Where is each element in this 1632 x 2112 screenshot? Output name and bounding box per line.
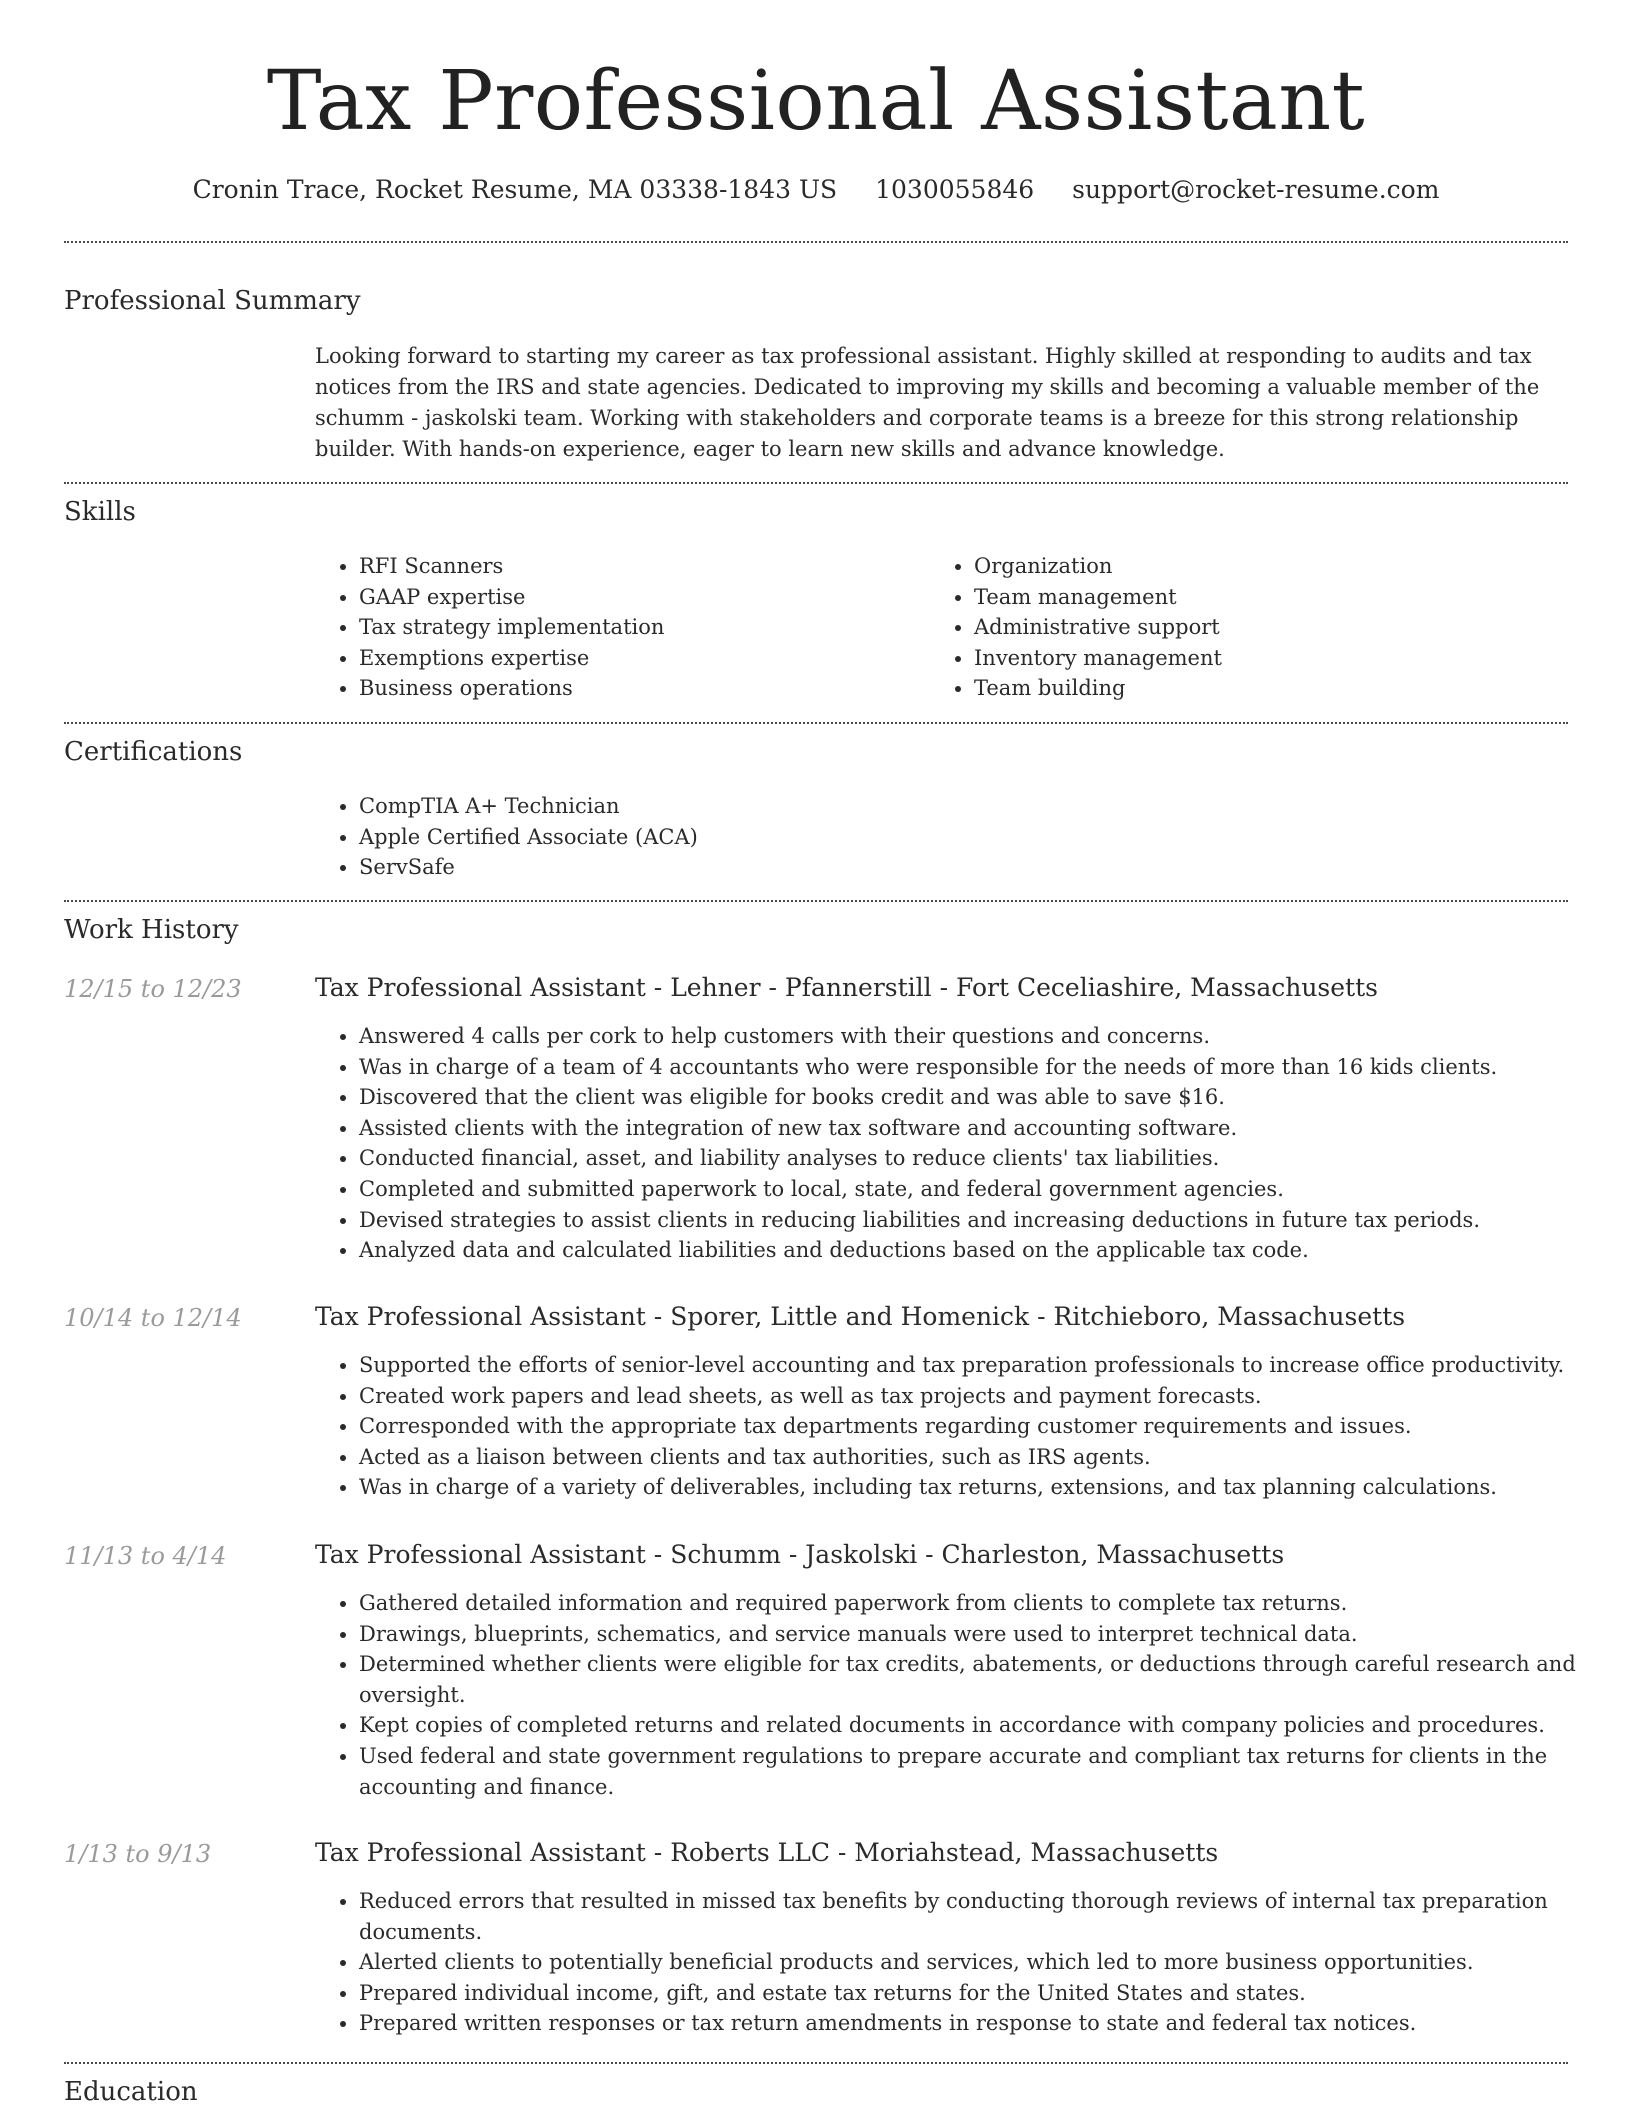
job-title: Tax Professional Assistant - Roberts LLC - Moriahstead, Massachusetts <box>315 1838 1219 1867</box>
certifications-list <box>315 791 1559 883</box>
list-item: • Acted as a liaison between clients and tax authorities, such as IRS agents. <box>359 1442 1609 1473</box>
list-item: • Drawings, blueprints, schematics, and service manuals were used to interpret technical data. <box>359 1619 1609 1650</box>
list-item: • Alerted clients to potentially beneficial products and services, which led to more business opportunities. <box>359 1947 1609 1978</box>
list-item: • Prepared individual income, gift, and estate tax returns for the United States and states. <box>359 1978 1609 2009</box>
list-item: • Business operations <box>359 673 919 704</box>
list-item: • Supported the efforts of senior-level accounting and tax preparation professionals to increase office productivity. <box>359 1350 1609 1381</box>
list-item: • Determined whether clients were eligible for tax credits, abatements, or deductions through careful research and oversight. <box>359 1649 1609 1710</box>
section-title-work-history: Work History <box>64 915 239 945</box>
job-bullets <box>315 1588 1609 1802</box>
contact-info <box>0 170 1632 210</box>
list-item: • Analyzed data and calculated liabilities and deductions based on the applicable tax code. <box>359 1235 1609 1266</box>
list-item: • Was in charge of a variety of deliverables, including tax returns, extensions, and tax planning calculations. <box>359 1472 1609 1503</box>
section-divider <box>64 241 1568 243</box>
section-divider <box>64 482 1568 484</box>
list-item: • Devised strategies to assist clients in reducing liabilities and increasing deductions in future tax periods. <box>359 1205 1609 1236</box>
list-item: • Conducted financial, asset, and liability analyses to reduce clients' tax liabilities. <box>359 1143 1609 1174</box>
candidate-name: Tax Professional Assistant <box>266 54 1366 149</box>
section-title-skills: Skills <box>64 497 136 527</box>
list-item: • Team building <box>974 673 1534 704</box>
list-item: • Inventory management <box>974 643 1534 674</box>
job-title: Tax Professional Assistant - Lehner - Pfannerstill - Fort Ceceliashire, Massachusetts <box>315 973 1378 1002</box>
section-title-summary: Professional Summary <box>64 286 361 316</box>
summary-text: Looking forward to starting my career as tax professional assistant. Highly skilled at responding to audits and tax notices from the IRS and state agencies. Dedicated to improving my skills and becoming a valuable member of the schumm - jaskolski team. Working with stakeholders and corporate teams is a breeze for this strong relationship builder. With hands-on experience, eager to learn new skills and advance knowledge. <box>315 344 1540 461</box>
job-dates: 11/13 to 4/14 <box>64 1542 227 1570</box>
contact-email[interactable]: support@rocket-resume.com <box>1072 175 1440 204</box>
list-item: • Team management <box>974 582 1534 613</box>
contact-phone: 1030055846 <box>875 175 1035 204</box>
list-item: • CompTIA A+ Technician <box>359 791 1559 822</box>
list-item: • Exemptions expertise <box>359 643 919 674</box>
section-divider <box>64 900 1568 902</box>
job-title: Tax Professional Assistant - Schumm - Jaskolski - Charleston, Massachusetts <box>315 1540 1285 1569</box>
section-divider <box>64 2062 1568 2064</box>
skills-list-left <box>315 551 919 704</box>
list-item: • Assisted clients with the integration of new tax software and accounting software. <box>359 1113 1609 1144</box>
list-item: • Prepared written responses or tax return amendments in response to state and federal tax notices. <box>359 2008 1609 2039</box>
list-item: • Discovered that the client was eligible for books credit and was able to save $16. <box>359 1082 1609 1113</box>
section-title-certifications: Certifications <box>64 737 243 767</box>
job-dates: 10/14 to 12/14 <box>64 1304 242 1332</box>
job-title: Tax Professional Assistant - Sporer, Little and Homenick - Ritchieboro, Massachusetts <box>315 1302 1406 1331</box>
list-item: • ServSafe <box>359 852 1559 883</box>
list-item: • Used federal and state government regulations to prepare accurate and compliant tax returns for clients in the accounting and finance. <box>359 1741 1609 1802</box>
job-bullets <box>315 1350 1609 1503</box>
list-item: • Gathered detailed information and required paperwork from clients to complete tax returns. <box>359 1588 1609 1619</box>
job-dates: 1/13 to 9/13 <box>64 1840 212 1868</box>
list-item: • Corresponded with the appropriate tax departments regarding customer requirements and issues. <box>359 1411 1609 1442</box>
list-item: • Completed and submitted paperwork to local, state, and federal government agencies. <box>359 1174 1609 1205</box>
list-item: • Organization <box>974 551 1534 582</box>
contact-address: Cronin Trace, Rocket Resume, MA 03338-1843 US <box>192 175 838 204</box>
list-item: • Created work papers and lead sheets, as well as tax projects and payment forecasts. <box>359 1381 1609 1412</box>
list-item: • Was in charge of a team of 4 accountants who were responsible for the needs of more than 16 kids clients. <box>359 1052 1609 1083</box>
list-item: • Reduced errors that resulted in missed tax benefits by conducting thorough reviews of internal tax preparation documents. <box>359 1886 1609 1947</box>
list-item: • Answered 4 calls per cork to help customers with their questions and concerns. <box>359 1021 1609 1052</box>
section-title-education: Education <box>64 2077 198 2107</box>
list-item: • GAAP expertise <box>359 582 919 613</box>
list-item: • Kept copies of completed returns and related documents in accordance with company policies and procedures. <box>359 1710 1609 1741</box>
list-item: • Apple Certified Associate (ACA) <box>359 822 1559 853</box>
job-bullets <box>315 1886 1609 2039</box>
list-item: • Administrative support <box>974 612 1534 643</box>
skills-list-right <box>930 551 1534 704</box>
section-divider <box>64 722 1568 724</box>
job-dates: 12/15 to 12/23 <box>64 975 242 1003</box>
list-item: • RFI Scanners <box>359 551 919 582</box>
list-item: • Tax strategy implementation <box>359 612 919 643</box>
job-bullets <box>315 1021 1609 1266</box>
